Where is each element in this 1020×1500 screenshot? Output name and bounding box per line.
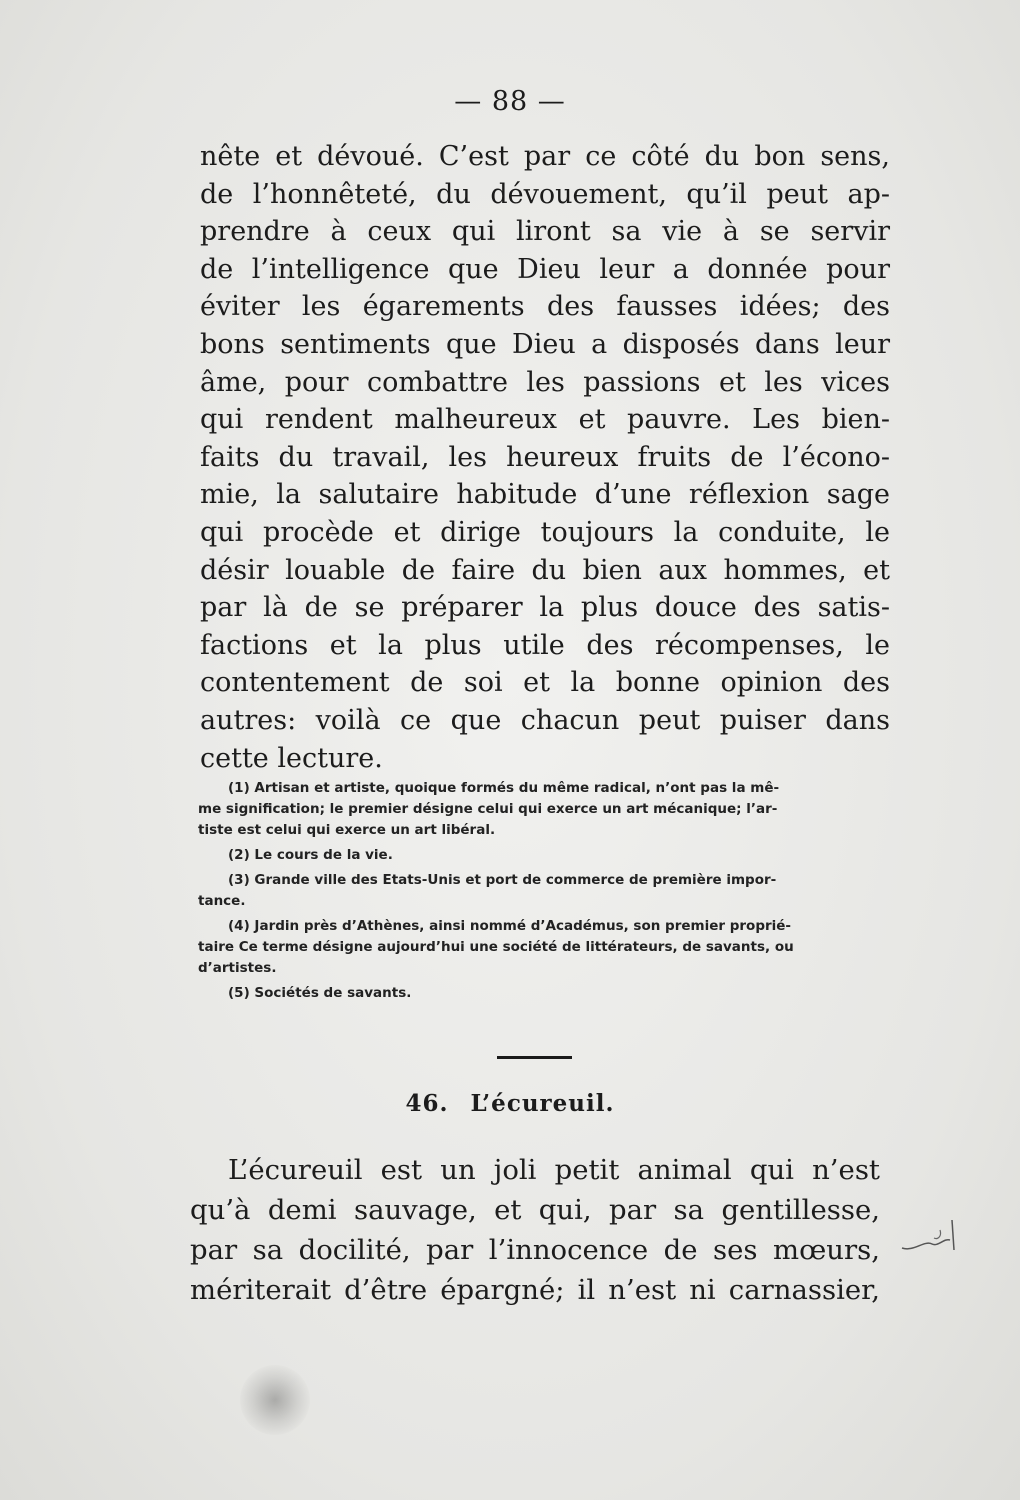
footnote-text: tance.	[198, 893, 246, 909]
body-line: éviter les égarements des fausses idées; des	[200, 291, 890, 323]
body-line: désir louable de faire du bien aux hommes, et	[200, 554, 890, 586]
footnote-text: me signification; le premier désigne celui qui exerce un art mécanique; l’ar-	[198, 801, 778, 817]
footnote-text: (3) Grande ville des Etats-Unis et port de commerce de première impor-	[228, 872, 777, 888]
section-line: mériterait d’être épargné; il n’est ni carnassier,	[190, 1274, 880, 1306]
ink-smudge	[240, 1365, 310, 1435]
footnote-1	[198, 778, 888, 841]
section-line: qu’à demi sauvage, et qui, par sa gentillesse,	[190, 1194, 880, 1226]
body-paragraph	[200, 138, 890, 777]
footnote-text: (1) Artisan et artiste, quoique formés du même radical, n’ont pas la mê-	[228, 780, 780, 796]
footnote-2	[228, 845, 888, 866]
body-line: cette lecture.	[200, 742, 383, 774]
footnotes	[198, 778, 888, 1008]
body-line: autres: voilà ce que chacun peut puiser dans	[200, 704, 890, 736]
body-line: âme, pour combattre les passions et les vices	[200, 366, 890, 398]
footnote-4	[198, 916, 888, 979]
footnote-3	[198, 870, 888, 912]
footnote-5	[228, 983, 888, 1004]
body-line: contentement de soi et la bonne opinion des	[200, 667, 890, 699]
body-line: qui rendent malheureux et pauvre. Les bien-	[200, 404, 890, 436]
section-heading	[0, 1090, 1020, 1117]
body-line: faits du travail, les heureux fruits de l’écono-	[200, 441, 890, 473]
footnote-text: (2) Le cours de la vie.	[228, 847, 393, 863]
page-number: — 88 —	[454, 86, 566, 117]
footnote-text: tiste est celui qui exerce un art libéral.	[198, 822, 496, 838]
body-line: prendre à ceux qui liront sa vie à se servir	[200, 216, 890, 248]
body-line: nête et dévoué. C’est par ce côté du bon sens,	[200, 141, 890, 172]
footnote-text: (4) Jardin près d’Athènes, ainsi nommé d’Académus, son premier proprié-	[228, 918, 792, 934]
section-title: L’écureuil.	[470, 1090, 615, 1117]
body-line: qui procède et dirige toujours la conduite, le	[200, 516, 890, 548]
body-line: par là de se préparer la plus douce des satis-	[200, 592, 890, 624]
body-line: de l’intelligence que Dieu leur a donnée pour	[200, 253, 890, 285]
section-number: 46.	[405, 1090, 449, 1117]
footnote-text: d’artistes.	[198, 960, 277, 976]
footnote-text: taire Ce terme désigne aujourd’hui une société de littérateurs, de savants, ou	[198, 939, 794, 955]
body-line: factions et la plus utile des récompenses, le	[200, 629, 890, 661]
handwritten-margin-mark	[900, 1210, 970, 1270]
section-paragraph	[190, 1150, 880, 1310]
section-line: L’écureuil est un joli petit animal qui n’est	[228, 1154, 880, 1186]
body-line: de l’honnêteté, du dévouement, qu’il peut ap-	[200, 178, 890, 210]
section-line: par sa docilité, par l’innocence de ses mœurs,	[190, 1234, 880, 1266]
footnote-text: (5) Sociétés de savants.	[228, 985, 412, 1001]
body-line: mie, la salutaire habitude d’une réflexion sage	[200, 479, 890, 511]
section-divider	[497, 1056, 572, 1059]
body-line: bons sentiments que Dieu a disposés dans leur	[200, 328, 890, 360]
